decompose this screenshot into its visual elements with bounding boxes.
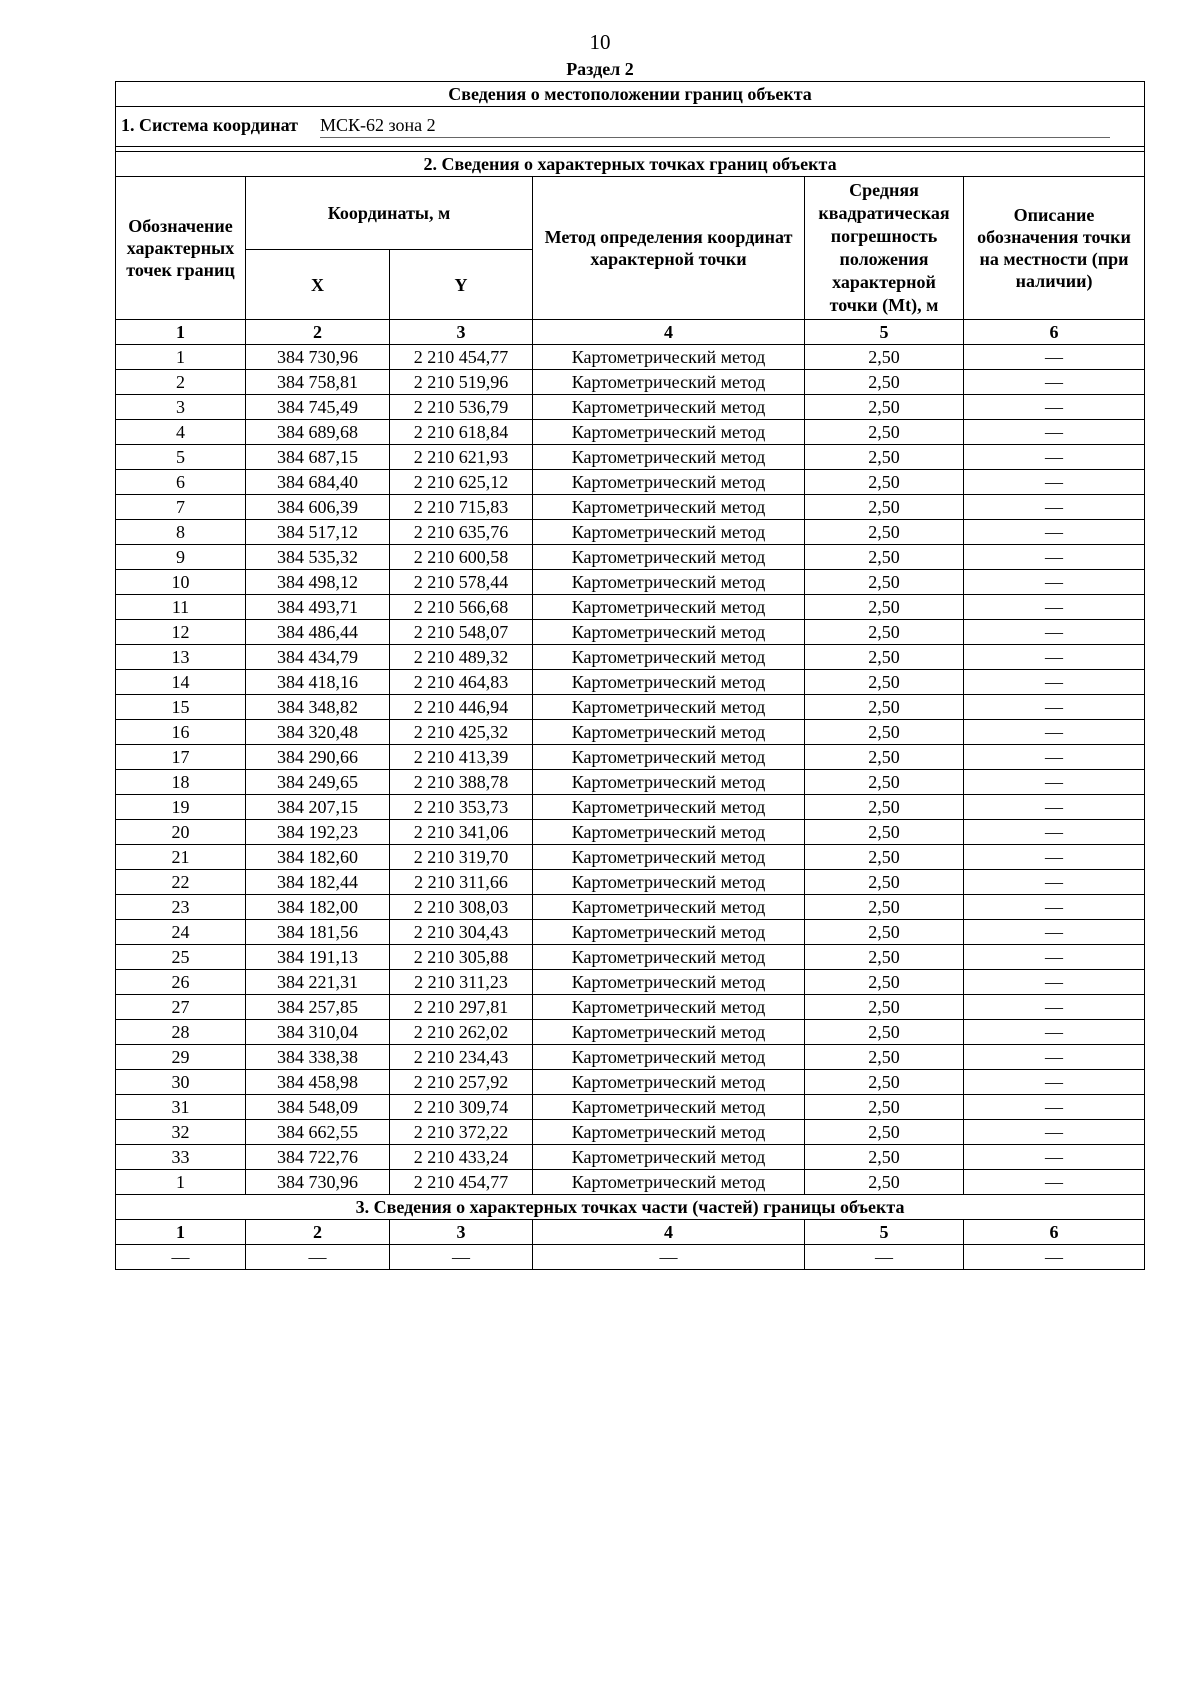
cell-point-number: 7: [116, 495, 246, 520]
table-row: [116, 945, 1145, 970]
cell-point-number: 24: [116, 920, 246, 945]
cell-method: Картометрический метод: [533, 670, 805, 695]
cell-y-coordinate: 2 210 621,93: [390, 445, 533, 470]
cell-x-coordinate: 384 310,04: [246, 1020, 390, 1045]
table-row: [116, 770, 1145, 795]
cell-mean-square-error: 2,50: [805, 520, 964, 545]
cell-method: Картометрический метод: [533, 1070, 805, 1095]
cell-point-description: —: [964, 995, 1145, 1020]
table-row: [116, 520, 1145, 545]
column-number: 1: [116, 1220, 246, 1245]
cell-y-coordinate: 2 210 304,43: [390, 920, 533, 945]
cell-x-coordinate: 384 182,00: [246, 895, 390, 920]
cell-x-coordinate: 384 730,96: [246, 345, 390, 370]
table-row: [116, 970, 1145, 995]
cell-y-coordinate: 2 210 489,32: [390, 645, 533, 670]
cell-y-coordinate: 2 210 536,79: [390, 395, 533, 420]
cell-x-coordinate: 384 257,85: [246, 995, 390, 1020]
cell-point-description: —: [964, 820, 1145, 845]
cell-x-coordinate: 384 606,39: [246, 495, 390, 520]
page-number: 10: [589, 30, 611, 54]
cell-point-description: —: [964, 720, 1145, 745]
cell-x-coordinate: 384 181,56: [246, 920, 390, 945]
cell-point-description: —: [964, 445, 1145, 470]
section-title: Раздел 2: [566, 59, 634, 79]
table-row: [116, 895, 1145, 920]
cell-mean-square-error: 2,50: [805, 1170, 964, 1195]
table-row: [116, 845, 1145, 870]
part-cell: —: [805, 1245, 964, 1270]
cell-x-coordinate: 384 758,81: [246, 370, 390, 395]
cell-point-number: 22: [116, 870, 246, 895]
cell-method: Картометрический метод: [533, 1095, 805, 1120]
cell-mean-square-error: 2,50: [805, 845, 964, 870]
cell-method: Картометрический метод: [533, 970, 805, 995]
cell-x-coordinate: 384 320,48: [246, 720, 390, 745]
cell-point-description: —: [964, 620, 1145, 645]
cell-point-number: 8: [116, 520, 246, 545]
cell-mean-square-error: 2,50: [805, 695, 964, 720]
cell-y-coordinate: 2 210 311,66: [390, 870, 533, 895]
cell-point-description: —: [964, 395, 1145, 420]
table-row: [116, 1070, 1145, 1095]
cell-point-number: 12: [116, 620, 246, 645]
cell-point-description: —: [964, 945, 1145, 970]
cell-point-number: 30: [116, 1070, 246, 1095]
coordinate-system-value: МСК-62 зона 2: [320, 115, 1110, 138]
header-method: Метод определения координат характерной точки: [533, 177, 805, 320]
table-row: [116, 420, 1145, 445]
cell-mean-square-error: 2,50: [805, 920, 964, 945]
coordinate-system-label: 1. Система координат: [121, 115, 298, 135]
cell-point-number: 14: [116, 670, 246, 695]
subsection-2-title: 2. Сведения о характерных точках границ объекта: [116, 152, 1145, 177]
table-row: [116, 1120, 1145, 1145]
cell-x-coordinate: 384 535,32: [246, 545, 390, 570]
cell-method: Картометрический метод: [533, 745, 805, 770]
table-row: [116, 620, 1145, 645]
table-title: Сведения о местоположении границ объекта: [116, 82, 1145, 107]
column-number: 3: [390, 1220, 533, 1245]
part-cell: —: [390, 1245, 533, 1270]
cell-point-number: 9: [116, 545, 246, 570]
table-row: [116, 1170, 1145, 1195]
cell-method: Картометрический метод: [533, 620, 805, 645]
cell-point-description: —: [964, 845, 1145, 870]
cell-method: Картометрический метод: [533, 595, 805, 620]
cell-mean-square-error: 2,50: [805, 895, 964, 920]
cell-x-coordinate: 384 458,98: [246, 1070, 390, 1095]
cell-mean-square-error: 2,50: [805, 645, 964, 670]
table-row: [116, 1095, 1145, 1120]
cell-method: Картометрический метод: [533, 1020, 805, 1045]
cell-point-description: —: [964, 470, 1145, 495]
cell-mean-square-error: 2,50: [805, 420, 964, 445]
cell-point-number: 4: [116, 420, 246, 445]
cell-method: Картометрический метод: [533, 645, 805, 670]
column-number: 2: [246, 320, 390, 345]
column-number: 1: [116, 320, 246, 345]
cell-mean-square-error: 2,50: [805, 670, 964, 695]
cell-mean-square-error: 2,50: [805, 870, 964, 895]
cell-method: Картометрический метод: [533, 895, 805, 920]
table-row: [116, 370, 1145, 395]
cell-mean-square-error: 2,50: [805, 1045, 964, 1070]
cell-point-number: 33: [116, 1145, 246, 1170]
cell-y-coordinate: 2 210 635,76: [390, 520, 533, 545]
cell-point-description: —: [964, 1145, 1145, 1170]
cell-y-coordinate: 2 210 519,96: [390, 370, 533, 395]
table-row: [116, 445, 1145, 470]
table-row: [116, 545, 1145, 570]
column-number: 5: [805, 320, 964, 345]
cell-mean-square-error: 2,50: [805, 595, 964, 620]
cell-y-coordinate: 2 210 548,07: [390, 620, 533, 645]
cell-mean-square-error: 2,50: [805, 620, 964, 645]
cell-point-number: 26: [116, 970, 246, 995]
cell-y-coordinate: 2 210 262,02: [390, 1020, 533, 1045]
cell-y-coordinate: 2 210 372,22: [390, 1120, 533, 1145]
cell-x-coordinate: 384 434,79: [246, 645, 390, 670]
column-number: 6: [964, 320, 1145, 345]
cell-y-coordinate: 2 210 433,24: [390, 1145, 533, 1170]
table-row: [116, 645, 1145, 670]
cell-mean-square-error: 2,50: [805, 395, 964, 420]
cell-point-number: 29: [116, 1045, 246, 1070]
cell-x-coordinate: 384 249,65: [246, 770, 390, 795]
cell-point-description: —: [964, 545, 1145, 570]
subsection-3-title: 3. Сведения о характерных точках части (частей) границы объекта: [116, 1195, 1145, 1220]
cell-point-number: 32: [116, 1120, 246, 1145]
table-row: [116, 795, 1145, 820]
cell-point-number: 28: [116, 1020, 246, 1045]
cell-mean-square-error: 2,50: [805, 720, 964, 745]
cell-point-description: —: [964, 1020, 1145, 1045]
cell-mean-square-error: 2,50: [805, 820, 964, 845]
cell-method: Картометрический метод: [533, 545, 805, 570]
cell-point-description: —: [964, 1120, 1145, 1145]
cell-method: Картометрический метод: [533, 845, 805, 870]
cell-y-coordinate: 2 210 234,43: [390, 1045, 533, 1070]
part-table-row: [116, 1245, 1145, 1270]
cell-y-coordinate: 2 210 341,06: [390, 820, 533, 845]
cell-point-description: —: [964, 1170, 1145, 1195]
cell-x-coordinate: 384 182,44: [246, 870, 390, 895]
cell-y-coordinate: 2 210 353,73: [390, 795, 533, 820]
table-row: [116, 745, 1145, 770]
cell-point-description: —: [964, 495, 1145, 520]
cell-x-coordinate: 384 548,09: [246, 1095, 390, 1120]
cell-method: Картометрический метод: [533, 920, 805, 945]
cell-point-description: —: [964, 370, 1145, 395]
part-cell: —: [964, 1245, 1145, 1270]
cell-point-description: —: [964, 895, 1145, 920]
cell-point-number: 16: [116, 720, 246, 745]
cell-y-coordinate: 2 210 464,83: [390, 670, 533, 695]
cell-point-number: 5: [116, 445, 246, 470]
cell-point-number: 20: [116, 820, 246, 845]
cell-method: Картометрический метод: [533, 1120, 805, 1145]
header-point-description: Описание обозначения точки на местности (при наличии): [964, 177, 1145, 320]
table-row: [116, 695, 1145, 720]
cell-x-coordinate: 384 486,44: [246, 620, 390, 645]
cell-point-description: —: [964, 520, 1145, 545]
cell-point-description: —: [964, 1070, 1145, 1095]
cell-method: Картометрический метод: [533, 570, 805, 595]
cell-point-description: —: [964, 695, 1145, 720]
cell-point-number: 27: [116, 995, 246, 1020]
cell-y-coordinate: 2 210 305,88: [390, 945, 533, 970]
cell-point-description: —: [964, 920, 1145, 945]
cell-mean-square-error: 2,50: [805, 470, 964, 495]
cell-mean-square-error: 2,50: [805, 1070, 964, 1095]
cell-point-description: —: [964, 645, 1145, 670]
cell-method: Картометрический метод: [533, 520, 805, 545]
cell-y-coordinate: 2 210 578,44: [390, 570, 533, 595]
column-number: 2: [246, 1220, 390, 1245]
cell-y-coordinate: 2 210 625,12: [390, 470, 533, 495]
cell-method: Картометрический метод: [533, 470, 805, 495]
cell-x-coordinate: 384 191,13: [246, 945, 390, 970]
cell-mean-square-error: 2,50: [805, 995, 964, 1020]
cell-method: Картометрический метод: [533, 445, 805, 470]
table-row: [116, 395, 1145, 420]
cell-method: Картометрический метод: [533, 370, 805, 395]
header-mean-square-error: Средняя квадратическая погрешность положения характерной точки (Mt), м: [805, 177, 964, 320]
boundary-points-table: [115, 81, 1145, 1270]
cell-y-coordinate: 2 210 454,77: [390, 345, 533, 370]
cell-x-coordinate: 384 493,71: [246, 595, 390, 620]
cell-method: Картометрический метод: [533, 820, 805, 845]
cell-x-coordinate: 384 498,12: [246, 570, 390, 595]
cell-point-number: 25: [116, 945, 246, 970]
cell-x-coordinate: 384 418,16: [246, 670, 390, 695]
cell-point-number: 17: [116, 745, 246, 770]
subsection-3-row: [116, 1195, 1145, 1220]
cell-x-coordinate: 384 207,15: [246, 795, 390, 820]
cell-method: Картометрический метод: [533, 770, 805, 795]
table-row: [116, 920, 1145, 945]
column-number: 3: [390, 320, 533, 345]
cell-method: Картометрический метод: [533, 945, 805, 970]
cell-point-number: 10: [116, 570, 246, 595]
cell-mean-square-error: 2,50: [805, 970, 964, 995]
table-row: [116, 670, 1145, 695]
cell-mean-square-error: 2,50: [805, 795, 964, 820]
table-row: [116, 595, 1145, 620]
cell-x-coordinate: 384 338,38: [246, 1045, 390, 1070]
cell-method: Картометрический метод: [533, 495, 805, 520]
cell-mean-square-error: 2,50: [805, 770, 964, 795]
cell-mean-square-error: 2,50: [805, 1120, 964, 1145]
cell-x-coordinate: 384 684,40: [246, 470, 390, 495]
cell-x-coordinate: 384 722,76: [246, 1145, 390, 1170]
cell-y-coordinate: 2 210 425,32: [390, 720, 533, 745]
table-row: [116, 1045, 1145, 1070]
cell-x-coordinate: 384 290,66: [246, 745, 390, 770]
column-number: 4: [533, 1220, 805, 1245]
cell-method: Картометрический метод: [533, 1145, 805, 1170]
cell-point-number: 1: [116, 1170, 246, 1195]
header-point-designation: Обозначение характерных точек границ: [116, 177, 246, 320]
cell-x-coordinate: 384 689,68: [246, 420, 390, 445]
cell-point-description: —: [964, 1045, 1145, 1070]
part-cell: —: [533, 1245, 805, 1270]
cell-x-coordinate: 384 348,82: [246, 695, 390, 720]
cell-point-number: 21: [116, 845, 246, 870]
cell-y-coordinate: 2 210 600,58: [390, 545, 533, 570]
cell-point-number: 2: [116, 370, 246, 395]
cell-point-description: —: [964, 420, 1145, 445]
cell-mean-square-error: 2,50: [805, 1020, 964, 1045]
table-row: [116, 995, 1145, 1020]
header-y: Y: [390, 250, 533, 320]
table-row: [116, 1020, 1145, 1045]
cell-y-coordinate: 2 210 618,84: [390, 420, 533, 445]
cell-point-description: —: [964, 670, 1145, 695]
cell-x-coordinate: 384 687,15: [246, 445, 390, 470]
cell-y-coordinate: 2 210 388,78: [390, 770, 533, 795]
column-number: 6: [964, 1220, 1145, 1245]
cell-method: Картометрический метод: [533, 420, 805, 445]
cell-mean-square-error: 2,50: [805, 745, 964, 770]
cell-mean-square-error: 2,50: [805, 445, 964, 470]
cell-y-coordinate: 2 210 297,81: [390, 995, 533, 1020]
cell-point-number: 6: [116, 470, 246, 495]
cell-point-number: 19: [116, 795, 246, 820]
column-numbers-row: [116, 1220, 1145, 1245]
cell-point-description: —: [964, 595, 1145, 620]
part-cell: —: [246, 1245, 390, 1270]
table-row: [116, 495, 1145, 520]
cell-y-coordinate: 2 210 413,39: [390, 745, 533, 770]
table-row: [116, 820, 1145, 845]
table-row: [116, 470, 1145, 495]
cell-y-coordinate: 2 210 309,74: [390, 1095, 533, 1120]
column-numbers-row: [116, 320, 1145, 345]
cell-y-coordinate: 2 210 257,92: [390, 1070, 533, 1095]
cell-y-coordinate: 2 210 566,68: [390, 595, 533, 620]
cell-x-coordinate: 384 221,31: [246, 970, 390, 995]
cell-method: Картометрический метод: [533, 1170, 805, 1195]
cell-point-number: 1: [116, 345, 246, 370]
cell-x-coordinate: 384 662,55: [246, 1120, 390, 1145]
cell-mean-square-error: 2,50: [805, 945, 964, 970]
cell-mean-square-error: 2,50: [805, 495, 964, 520]
cell-x-coordinate: 384 745,49: [246, 395, 390, 420]
header-x: X: [246, 250, 390, 320]
cell-mean-square-error: 2,50: [805, 545, 964, 570]
column-number: 4: [533, 320, 805, 345]
cell-method: Картометрический метод: [533, 395, 805, 420]
cell-x-coordinate: 384 182,60: [246, 845, 390, 870]
cell-x-coordinate: 384 730,96: [246, 1170, 390, 1195]
cell-x-coordinate: 384 517,12: [246, 520, 390, 545]
cell-mean-square-error: 2,50: [805, 345, 964, 370]
table-row: [116, 1145, 1145, 1170]
cell-point-number: 31: [116, 1095, 246, 1120]
part-cell: —: [116, 1245, 246, 1270]
table-row: [116, 720, 1145, 745]
cell-y-coordinate: 2 210 319,70: [390, 845, 533, 870]
cell-mean-square-error: 2,50: [805, 570, 964, 595]
cell-mean-square-error: 2,50: [805, 1095, 964, 1120]
cell-point-number: 15: [116, 695, 246, 720]
cell-method: Картометрический метод: [533, 995, 805, 1020]
cell-method: Картометрический метод: [533, 870, 805, 895]
cell-point-description: —: [964, 345, 1145, 370]
cell-method: Картометрический метод: [533, 795, 805, 820]
cell-method: Картометрический метод: [533, 345, 805, 370]
column-number: 5: [805, 1220, 964, 1245]
cell-y-coordinate: 2 210 446,94: [390, 695, 533, 720]
cell-point-number: 13: [116, 645, 246, 670]
table-row: [116, 345, 1145, 370]
cell-y-coordinate: 2 210 715,83: [390, 495, 533, 520]
cell-point-number: 23: [116, 895, 246, 920]
coordinate-system-row: [116, 107, 1145, 147]
table-row: [116, 570, 1145, 595]
cell-point-description: —: [964, 795, 1145, 820]
cell-point-description: —: [964, 570, 1145, 595]
cell-mean-square-error: 2,50: [805, 370, 964, 395]
cell-method: Картометрический метод: [533, 720, 805, 745]
cell-point-description: —: [964, 770, 1145, 795]
cell-point-description: —: [964, 970, 1145, 995]
cell-point-number: 11: [116, 595, 246, 620]
cell-point-number: 18: [116, 770, 246, 795]
cell-y-coordinate: 2 210 308,03: [390, 895, 533, 920]
header-coordinates: Координаты, м: [246, 177, 533, 250]
cell-point-description: —: [964, 745, 1145, 770]
cell-x-coordinate: 384 192,23: [246, 820, 390, 845]
cell-mean-square-error: 2,50: [805, 1145, 964, 1170]
table-row: [116, 870, 1145, 895]
cell-point-description: —: [964, 870, 1145, 895]
cell-y-coordinate: 2 210 311,23: [390, 970, 533, 995]
cell-y-coordinate: 2 210 454,77: [390, 1170, 533, 1195]
cell-method: Картометрический метод: [533, 695, 805, 720]
cell-method: Картометрический метод: [533, 1045, 805, 1070]
cell-point-number: 3: [116, 395, 246, 420]
cell-point-description: —: [964, 1095, 1145, 1120]
